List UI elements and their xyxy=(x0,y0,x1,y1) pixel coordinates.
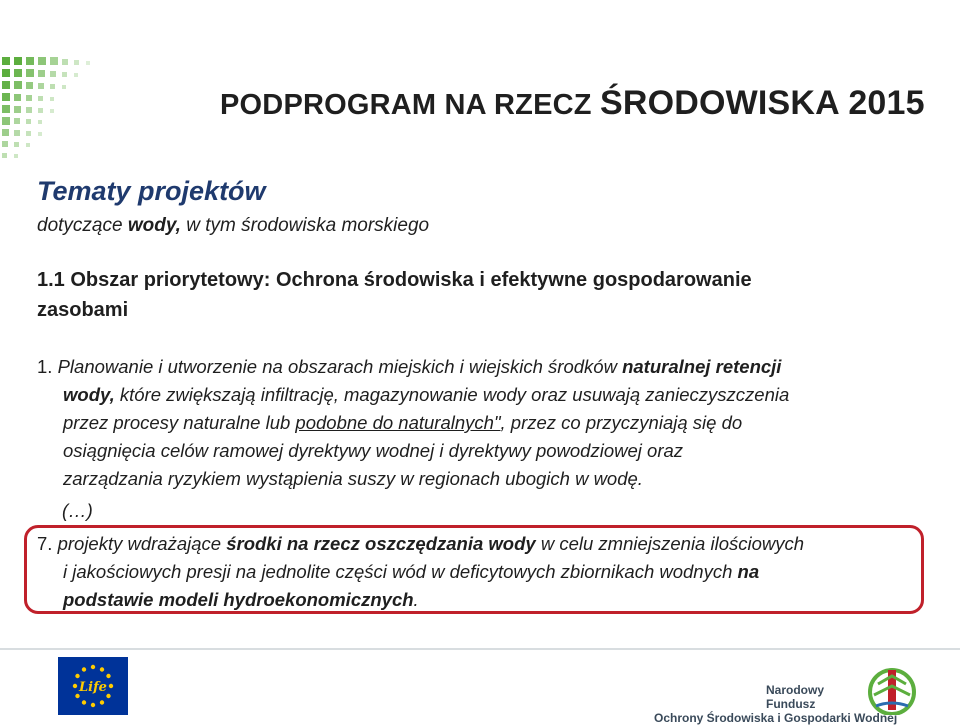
topics-heading: Tematy projektów xyxy=(37,176,266,206)
nfos-line-1: Narodowy Fundusz xyxy=(766,683,825,711)
priority-line-1: 1.1 Obszar priorytetowy: Ochrona środowiska i efektywne gospodarowanie xyxy=(37,269,752,291)
nfos-line-2: Ochrony Środowiska i Gospodarki Wodnej xyxy=(654,711,898,725)
slide-title-small: PODPROGRAM NA RZECZ xyxy=(220,89,592,121)
decorative-dot-grid xyxy=(0,55,100,165)
list-item-7 xyxy=(37,530,917,614)
item-1-text-e: przez procesy naturalne lub xyxy=(63,412,291,433)
item-7-line-3 xyxy=(37,586,917,614)
item-7-text-a: projekty wdrażające xyxy=(57,533,222,554)
list-item-1 xyxy=(37,353,917,493)
item-1-line-5: zarządzania ryzykiem wystąpienia suszy w regionach ubogich w wodę. xyxy=(63,468,643,489)
footer-divider xyxy=(0,648,960,650)
item-7-text-e: na xyxy=(737,561,760,582)
slide-title-big: ŚRODOWISKA 2015 xyxy=(599,84,925,122)
eu-life-logo xyxy=(58,657,128,715)
item-1-line-2 xyxy=(37,381,917,409)
item-7-text-c: w celu zmniejszenia ilościowych xyxy=(540,533,805,554)
topics-sub-prefix: dotyczące xyxy=(37,215,123,236)
item-7-text-d: i jakościowych presji na jednolite części wód w deficytowych zbiornikach wodnych xyxy=(63,561,733,582)
item-1-text-f: podobne do naturalnych" xyxy=(295,412,501,433)
life-logo-text: Life xyxy=(79,680,107,695)
item-7-text-g: . xyxy=(413,589,419,610)
item-1-text-a: Planowanie i utworzenie na obszarach miejskich i wiejskich środków xyxy=(57,356,617,377)
nfos-logo xyxy=(862,662,922,715)
topics-sub-suffix: w tym środowiska morskiego xyxy=(186,215,430,236)
item-1-line-3 xyxy=(37,409,917,437)
item-1-text-b: naturalnej retencji xyxy=(622,356,782,377)
item-1-line-4: osiągnięcia celów ramowej dyrektywy wodnej i dyrektywy powodziowej oraz xyxy=(63,440,684,461)
nfos-name xyxy=(654,683,898,725)
item-7-text-f: podstawie modeli hydroekonomicznych xyxy=(63,589,414,610)
item-7-line-2 xyxy=(37,558,917,586)
item-7-number: 7. xyxy=(37,533,53,554)
item-1-text-g: , przez co przyczyniają się do xyxy=(500,412,743,433)
topics-sub-bold: wody, xyxy=(127,215,181,236)
item-1-text-c: wody, xyxy=(63,384,115,405)
item-1-number: 1. xyxy=(37,356,53,377)
priority-area xyxy=(37,265,917,325)
topics-subheading xyxy=(37,215,429,237)
item-1-text-d: które zwiększają infiltrację, magazynowanie wody oraz usuwają zanieczyszczenia xyxy=(119,384,790,405)
priority-line-2: zasobami xyxy=(37,299,129,321)
item-7-text-b: środki na rzecz oszczędzania wody xyxy=(226,533,536,554)
slide-title xyxy=(220,84,925,123)
ellipsis: (…) xyxy=(62,500,93,521)
